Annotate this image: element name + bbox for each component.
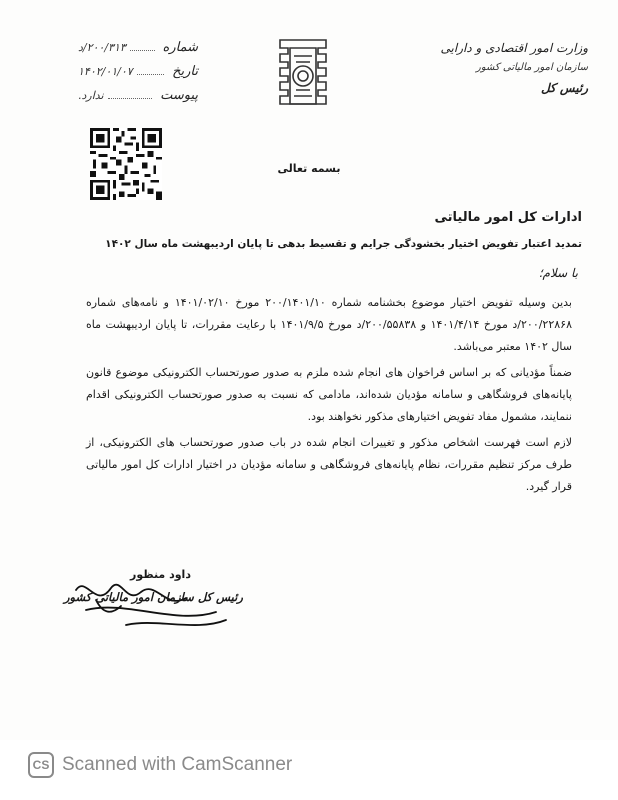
body-paragraph: بدین وسیله تفویض اختیار موضوع بخشنامه شماره ۲۰۰/۱۴۰۱/۱۰ مورخ ۱۴۰۱/۰۲/۱۰ و نامه‌های شماره ۲۰۰/۲۲۸۶۸/د مورخ ۱۴۰۱/۴/۱۴ و ۲۰۰/۵۵۸۳۸/د مورخ ۱۴۰۱/۹/۵ با رعایت مقررات، تا پایان اردیبهشت ماه سال ۱۴۰۲ معتبر می‌باشد. <box>86 296 572 353</box>
iran-emblem-icon <box>272 36 334 116</box>
attachment-label: پیوست <box>160 88 198 103</box>
date-value: ۱۴۰۲/۰۱/۰۷ <box>78 65 133 78</box>
body-paragraph: لازم است فهرست اشخاص مذکور و تغییرات انجام شده در باب صدور صورتحساب های الکترونیکی، از طرف مرکز تنظیم مقررات، نظام پایانه‌های فروشگاهی و سامانه مؤدیان در اختیار ادارات کل امور مالیاتی قرار گیرد. <box>86 436 572 493</box>
number-value: ۲۰۰/۳۱۳/د <box>78 41 126 54</box>
camscanner-logo-icon: CS <box>28 752 54 778</box>
number-label: شماره <box>162 40 198 55</box>
signatory-title: رئیس کل سازمان امور مالیاتی کشور <box>64 590 243 604</box>
letter-meta <box>78 40 198 112</box>
signatory-name: داود منظور <box>130 568 191 581</box>
letter-date-row <box>78 64 198 88</box>
date-label: تاریخ <box>172 64 198 79</box>
org-header <box>438 38 588 98</box>
office-title: رئیس کل <box>540 81 588 95</box>
organization-name: سازمان امور مالیاتی کشور <box>476 62 588 73</box>
letter-addressee: ادارات کل امور مالیاتی <box>434 210 582 225</box>
scanner-watermark: Scanned with CamScanner <box>62 754 293 775</box>
letter-attachment-row <box>78 88 198 112</box>
body-paragraph: ضمناً مؤدیانی که بر اساس فراخوان های انجام شده ملزم به صدور صورتحساب الکترونیکی موضوع قانون پایانه‌های فروشگاهی و سامانه مؤدیان شده‌اند، مادامی که نسبت به صدور صورتحساب الکترونیکی اقدام ننمایند، مشمول مفاد تفویض اختیارهای مذکور نخواهند بود. <box>86 366 572 423</box>
attachment-value: ندارد. <box>78 89 104 102</box>
letter-number-row <box>78 40 198 64</box>
letter-body <box>86 292 572 502</box>
letter-subject: تمدید اعتبار تفویض اختیار بخشودگی جرایم و تقسیط بدهی تا پایان اردیبهشت ماه سال ۱۴۰۲ <box>105 238 582 250</box>
ministry-name: وزارت امور اقتصادی و دارایی <box>440 41 588 55</box>
bismillah: بسمه تعالی <box>277 162 341 175</box>
letter-salutation: با سلام؛ <box>538 266 578 280</box>
